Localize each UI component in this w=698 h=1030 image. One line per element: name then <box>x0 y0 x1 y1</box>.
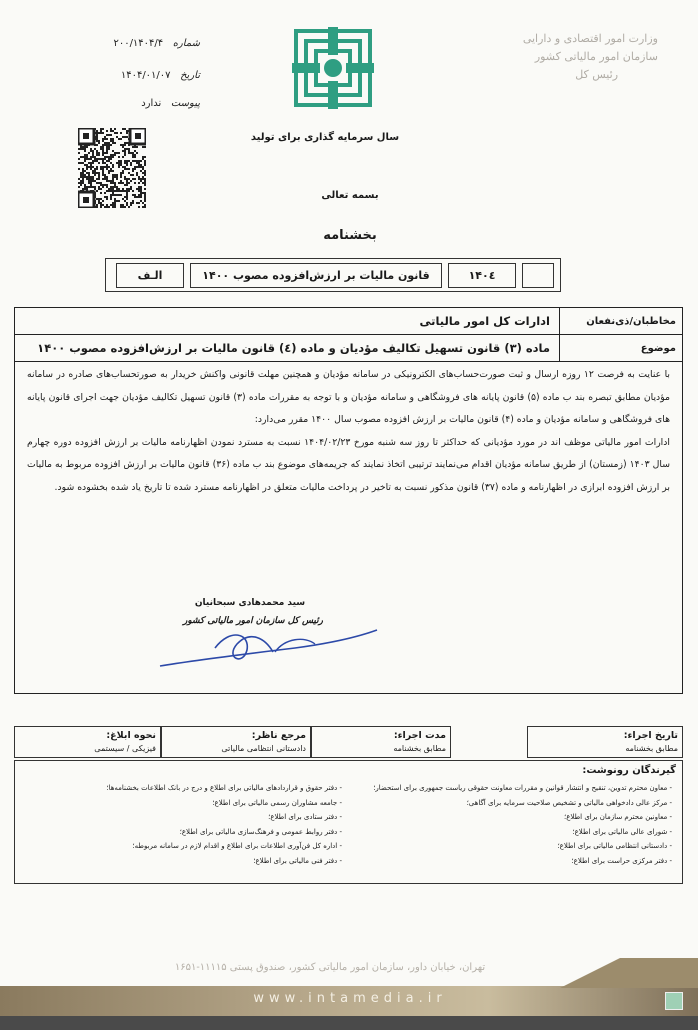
circular-code: الـف <box>116 263 184 288</box>
cc-item: - شورای عالی مالیاتی برای اطلاع؛ <box>572 827 672 836</box>
year-slogan: سال سرمایه گذاری برای تولید <box>250 132 400 143</box>
cc-item: - دادستانی انتظامی مالیاتی برای اطلاع؛ <box>557 842 672 850</box>
cc-item: - دفتر فنی مالیاتی برای اطلاع؛ <box>253 856 342 865</box>
org-line: سازمان امور مالیاتی کشور <box>534 50 658 63</box>
cc-left-column <box>22 781 342 868</box>
exec-date-box: تاریخ اجراء: مطابق بخشنامه <box>527 726 683 758</box>
tax-organization-logo-icon <box>290 25 376 111</box>
circular-title: قانون مالیات بر ارزش‌افزوده مصوب ۱۴۰۰ <box>190 263 442 288</box>
signer-title: رئیس کل سازمان امور مالیاتی کشور <box>182 616 323 626</box>
cc-item: - مرکز عالی دادخواهی مالیاتی و تشخیص صلاحیت سرمایه برای آگاهی؛ <box>466 798 672 807</box>
cc-right-column <box>352 781 672 868</box>
duration-box: مدت اجراء: مطابق بخشنامه <box>311 726 451 758</box>
execution-info-row <box>14 726 683 758</box>
authority-box: مرجع ناظر: دادستانی انتظامی مالیاتی <box>161 726 311 758</box>
org-letterhead <box>458 30 658 84</box>
letter-attachment: پیوست ندارد <box>141 98 200 109</box>
letter-number: شماره ۲۰۰/۱۴۰۴/۴ <box>113 38 200 49</box>
subject-value: ماده (۳) قانون تسهیل تکالیف مؤدیان و ماده (٤) قانون مالیات بر ارزش‌افزوده مصوب ۱۴۰۰ <box>37 341 550 355</box>
circular-title-row <box>105 258 561 292</box>
bismillah: بسمه تعالی <box>321 190 379 201</box>
circular-text <box>27 364 670 500</box>
cc-item: - دفتر ستادی برای اطلاع؛ <box>268 813 342 821</box>
recipients-label: مخاطبان/ذی‌نفعان <box>559 308 682 334</box>
document-type: بخشنامه <box>323 228 377 243</box>
cc-item: - معاون محترم تدوین، تنقیح و انتشار قوانین و مقررات معاونت حقوقی ریاست جمهوری برای استحضار؛ <box>373 784 672 792</box>
recipients-row <box>15 308 682 335</box>
cc-title: گیرندگان رونوشت: <box>582 765 676 776</box>
cc-item: - دفتر مرکزی حراست برای اطلاع؛ <box>571 856 672 865</box>
bottom-strip <box>0 1016 698 1030</box>
cc-item: - دفتر روابط عمومی و فرهنگ‌سازی مالیاتی برای اطلاع؛ <box>179 827 342 836</box>
paragraph: با عنایت به فرصت ۱۲ روزه ارسال و ثبت صورت‌حساب‌های الکترونیکی در سامانه مؤدیان و همچنین مهلت قانونی واکنش خریدار به صورتحساب‌های صادره در سامانه مؤدیان مطابق تبصره بند ب ماده (۵) قانون پایانه های فروشگاهی و سامانه مؤدیان و با توجه به مقررات ماده (۳) قانون تسهیل تکالیف مؤدیان جهت اجرای قانون پایانه های فروشگاهی و سامانه مؤدیان و ماده (۴) قانون مالیات بر ارزش افزوده مصوب سال ۱۴۰۰ مقرر می‌دارد: <box>27 369 670 426</box>
org-line: رئیس کل <box>575 68 618 81</box>
paragraph: ادارات امور مالیاتی موظف اند در مورد مؤدیانی که حداکثر تا روز سه شنبه مورخ ۱۴۰۴/۰۲/۲۳ نسبت به مسترد نمودن اظهارنامه مالیات بر ارزش افزوده دوره چهارم سال ۱۴۰۳ (زمستان) از طریق سامانه مؤدیان اقدام می‌نمایند ترتیبی اتخاذ نمایند که جریمه‌های موضوع بند ب ماده (۳۶) قانون مالیات بر ارزش افزوده مربوط به مالیات بر ارزش افزوده ابرازی در اظهارنامه و ماده (۳۷) قانون مذکور نسبت به تاخیر در پرداخت مالیات متعلق در اظهارنامه مسترد شده تا تاریخ یاد شده بخشوده شود. <box>27 436 670 493</box>
footer-address: تهران، خیابان داور، سازمان امور مالیاتی کشور، صندوق پستی ۱۱۱۱۵-۱۶۵۱ <box>174 962 486 973</box>
qr-code-icon <box>78 128 146 208</box>
subject-row <box>15 335 682 362</box>
empty-cell <box>522 263 554 288</box>
watermark-logo-icon <box>665 992 683 1010</box>
notify-box: نحوه ابلاغ: فیزیکی / سیستمی <box>14 726 161 758</box>
circular-body-table <box>14 307 683 694</box>
org-line: وزارت امور اقتصادی و دارایی <box>522 32 658 45</box>
recipients-value: ادارات کل امور مالیاتی <box>419 314 550 328</box>
cc-item: - معاونین محترم سازمان برای اطلاع؛ <box>564 813 672 821</box>
subject-label: موضوع <box>559 335 682 361</box>
circular-year: ۱۴۰٤ <box>448 263 516 288</box>
cc-recipients <box>14 760 683 884</box>
letter-date: تاریخ ۱۴۰۴/۰۱/۰۷ <box>120 70 200 81</box>
cc-item: - دفتر حقوق و قراردادهای مالیاتی برای اطلاع و درج در بانک اطلاعات بخشنامه‌ها؛ <box>106 784 342 792</box>
watermark: www.intamedia.ir <box>253 991 447 1006</box>
cc-item: - جامعه مشاوران رسمی مالیاتی برای اطلاع؛ <box>212 798 342 807</box>
signer-name: سید محمدهادی سبحانیان <box>194 598 306 608</box>
cc-item: - اداره کل فن‌آوری اطلاعات برای اطلاع و اقدام لازم در سامانه مربوطه؛ <box>132 842 342 850</box>
